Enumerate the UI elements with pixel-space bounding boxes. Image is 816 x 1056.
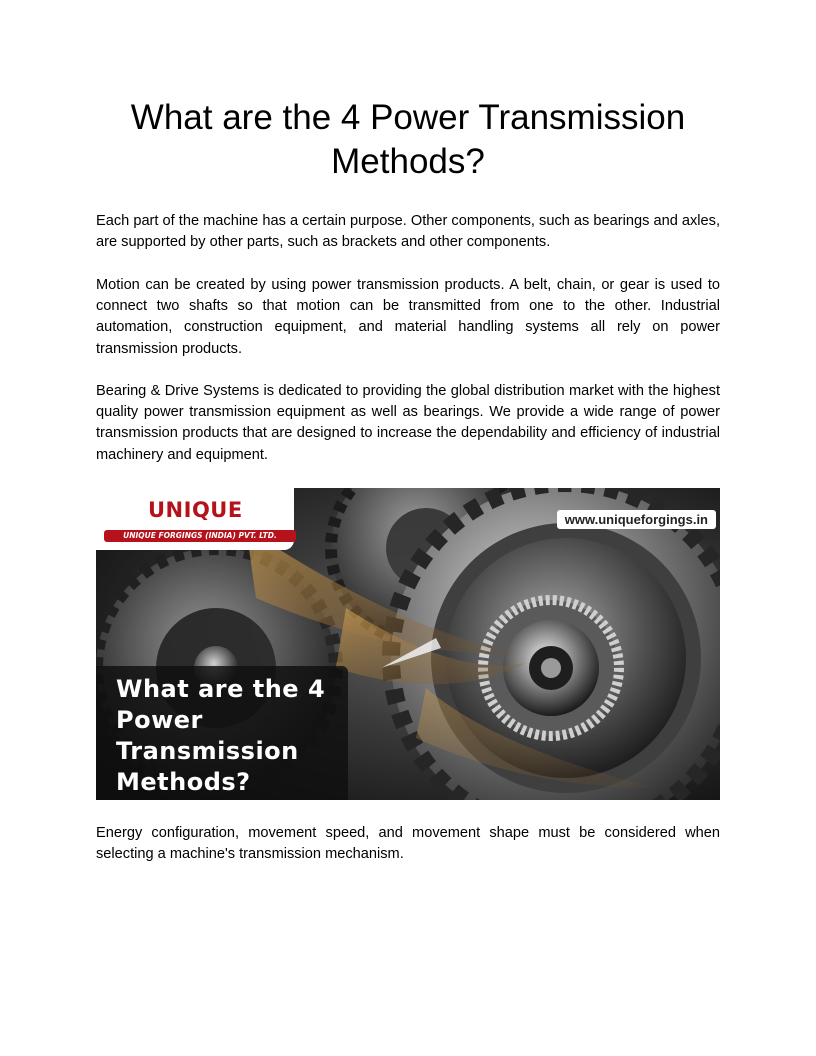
hero-banner-image [96,488,720,800]
paragraph-motion: Motion can be created by using power transmission products. A belt, chain, or gear is used to connect two shafts so that motion can be transmitted from one to the other. Industrial automation, construction equipment, and material handling systems all rely on power transmission products. [96,277,720,357]
paragraph-intro: Each part of the machine has a certain purpose. Other components, such as bearings and axles, are supported by other parts, such as brackets and other components. [96,213,720,251]
logo-subtitle: UNIQUE FORGINGS (INDIA) PVT. LTD. [104,530,296,542]
company-logo [96,488,294,550]
website-url-label: www.uniqueforgings.in [557,510,716,529]
banner-headline: What are the 4 Power Transmission Methods? [116,675,326,796]
paragraph-selection: Energy configuration, movement speed, and movement shape must be considered when selecting a machine's transmission mechanism. [96,825,720,863]
banner-title-panel [96,666,348,800]
logo-wordmark: UNIQUE [148,498,243,522]
paragraph-company: Bearing & Drive Systems is dedicated to providing the global distribution market with the highest quality power transmission equipment as well as bearings. We provide a wide range of power transmission products that are designed to increase the dependability and efficiency of industrial machinery and equipment. [96,383,720,463]
page-title: What are the 4 Power Transmission Methods? [130,98,686,181]
